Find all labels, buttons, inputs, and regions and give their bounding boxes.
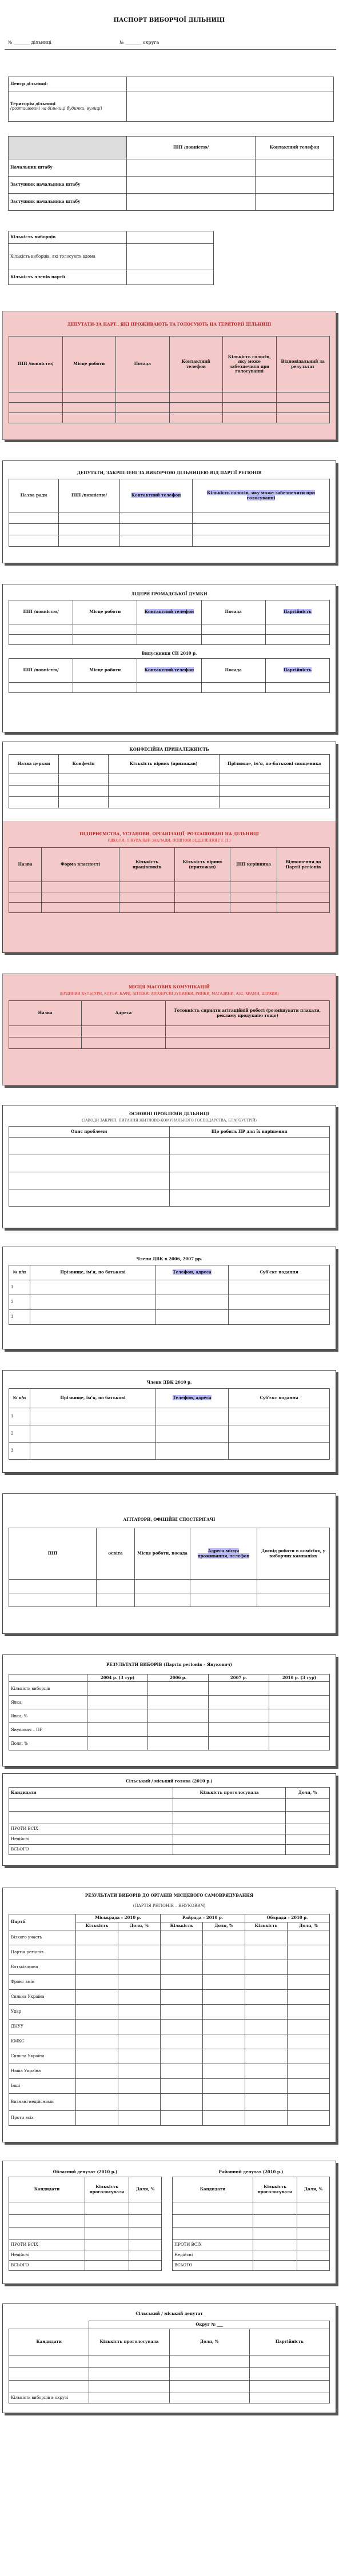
col-header: Доля, % (297, 2177, 330, 2202)
enterprises-title: ПІДПРИЄМСТВА, УСТАНОВИ, ОРГАНІЗАЦІЇ, РОЗТАШОВАНІ НА ДІЛЬНИЦІ (79, 831, 259, 836)
deputies-living-table (9, 336, 330, 423)
sub-header: Доля, % (203, 1922, 245, 1930)
col-header: Посада (201, 659, 265, 683)
col-header: Телефон, адреса (173, 1395, 212, 1401)
col-header: освіта (97, 1528, 135, 1580)
precinct-line: № _______ дільниці (8, 40, 51, 45)
mass-places-title: МІСЦЯ МАСОВИХ КОМУНІКАЦІЙ (129, 984, 210, 989)
row-label: Доля, % (9, 1737, 87, 1750)
results-title: РЕЗУЛЬТАТИ ВИБОРІВ (Партія регіонів – Янукович) (106, 1662, 232, 1667)
col-header: Контактний телефон (144, 667, 194, 673)
graduates-table (9, 658, 330, 693)
deputies-living-title: ДЕПУТАТИ-ЗА ПАРТ., ЯКІ ПРОЖИВАЮТЬ ТА ГОЛОСУЮТЬ НА ТЕРИТОРІЇ ДІЛЬНИЦІ (67, 322, 272, 327)
okrug-label: Округ № ___ (89, 2321, 330, 2329)
local-gov-card (2, 1888, 336, 2142)
leaders-card (2, 584, 336, 732)
staff-table (8, 136, 334, 211)
col-header: Кількість голосів, яку може забезпечити при голосуванні (223, 336, 277, 392)
village-head-card (2, 1773, 336, 1866)
col-header: Назва церкви (9, 755, 59, 774)
center-label: Центр дільниці: (9, 77, 127, 91)
territory-note: (розташовані на дільниці будинки, вулиці) (10, 106, 102, 111)
col-header (9, 1674, 87, 1682)
group-header: Міськрада – 2010 р. (76, 1914, 161, 1922)
oblast-title: Обласний депутат (2010 р.) (53, 2169, 118, 2174)
row-label: Янукович – ПР (9, 1723, 87, 1737)
staff-row: Начальник штабу (9, 159, 127, 177)
passport-table (8, 77, 334, 122)
raion-title: Районний депутат (2010 р.) (218, 2169, 284, 2174)
problems-table (9, 1126, 330, 1207)
party-row: Інші (9, 2079, 76, 2094)
col-header: Місце роботи (73, 659, 137, 683)
col-header: Місце роботи (62, 336, 116, 392)
col-header: Доля, % (286, 1788, 330, 1799)
col-header: Досвід роботи в комісіях, у виборчих кампаніях (257, 1528, 330, 1580)
col-header: Кандидати (173, 2177, 253, 2202)
enterprises-table (9, 847, 330, 913)
problems-card (2, 1105, 336, 1228)
passport-title: ПАСПОРТ ВИБОРЧОЇ ДІЛЬНИЦІ (113, 17, 225, 23)
col-header: Кількість вірних (прихожан) (109, 755, 220, 774)
col-header: Кількість проголосувала (85, 2177, 129, 2202)
row-label: Явка, (9, 1696, 87, 1709)
party-row: КМКС (9, 2034, 76, 2049)
local-gov-title: РЕЗУЛЬТАТИ ВИБОРІВ ДО ОРГАНІВ МІСЦЕВОГО САМОВРЯДУВАННЯ (85, 1893, 254, 1898)
col-header: Кількість працівників (119, 848, 175, 882)
members-label: Кількість членів партії (9, 270, 127, 285)
dvk2010-table (9, 1388, 330, 1460)
enterprises-subtitle: (ШКОЛИ, ЛІКУВАЛЬНІ ЗАКЛАДИ, ПОШТОВІ ВІДДІЛЕННЯ І Т. П.) (107, 839, 231, 843)
confessions-card (2, 742, 336, 953)
row-number: 3 (9, 1310, 30, 1325)
leaders-table (9, 600, 330, 645)
residing-label: Кількість виборців, які голосують вдома (9, 244, 127, 270)
col-header: Конфесія (59, 755, 109, 774)
party-row: Візкого участь (9, 1930, 76, 1945)
col-header: Посада (116, 336, 170, 392)
row-label: Кількість виборців (9, 1682, 87, 1696)
village-deputy-card (2, 2303, 336, 2413)
row-number: 1 (9, 1408, 30, 1425)
staff-row: Заступник начальника штабу (9, 194, 127, 211)
col-header: ПІП керівника (230, 848, 277, 882)
col-header: Адреса (82, 1001, 166, 1026)
col-header: Кількість голосів, яку може забезпечити при голосуванні (207, 490, 315, 500)
col-header: Доля, % (169, 2329, 249, 2355)
confessions-title: КОНФЕСІЙНА ПРИНАЛЕЖНІСТЬ (129, 747, 209, 752)
col-header: Контактний телефон (144, 609, 194, 615)
party-row: Батьківщина (9, 1960, 76, 1975)
party-row: Проти всіх (9, 2111, 76, 2126)
agitators-table (9, 1528, 330, 1607)
sub-header: Кількість (76, 1922, 118, 1930)
col-name: ПІП /повністю/ (127, 137, 256, 159)
row-label: ПРОТИ ВСІХ (9, 1824, 173, 1834)
village-head-title: Сільський / міський голова (2010 р.) (126, 1778, 213, 1784)
raion-table (172, 2177, 330, 2271)
agitators-title: АГІТАТОРИ, ОФІЦІЙНІ СПОСТЕРІГАЧІ (123, 1517, 216, 1522)
party-row: Партія регіонів (9, 1945, 76, 1960)
row-label: Кількість виборців в окрузі (9, 2393, 89, 2403)
col-header: Опис проблеми (9, 1127, 170, 1138)
col-header: № п/п (9, 1389, 30, 1408)
col-header: Готовність сприяти агітаційній роботі (розміщувати плакати, рекламу продукцію тощо) (166, 1001, 330, 1026)
col-header: 2004 р. (3 тур) (87, 1674, 148, 1682)
passport-card (2, 5, 336, 294)
sub-header: Доля, % (288, 1922, 330, 1930)
village-deputy-table (9, 2321, 330, 2403)
mass-places-table (9, 1000, 330, 1049)
party-row: ДНУУ (9, 2020, 76, 2034)
dvk2010-title: Члени ДВК 2010 р. (146, 1380, 192, 1385)
col-header: Кількість проголосувала (89, 2329, 169, 2355)
row-label: Недійсні (9, 2250, 85, 2261)
col-header: Контактний телефон (169, 336, 223, 392)
mass-places-card (2, 973, 336, 1085)
col-header: Контактний телефон (131, 492, 181, 498)
col-header: ПІП (9, 1528, 97, 1580)
party-deputies-title: ДЕПУТАТИ, ЗАКРІПЛЕНІ ЗА ВИБОРЧОЮ ДІЛЬНИЦЕЮ ВІД ПАРТІЇ РЕГІОНІВ (77, 470, 262, 475)
col-header: Кандидати (9, 2177, 85, 2202)
row-label: ВСЬОГО (9, 2261, 85, 2271)
col-header: ПІП /повністю/ (9, 336, 63, 392)
col-header: Доля, % (129, 2177, 162, 2202)
col-party: Партії (9, 1914, 76, 1930)
row-label: ПРОТИ ВСІХ (9, 2240, 85, 2250)
row-label: ВСЬОГО (9, 1845, 173, 1855)
deputies-living-card (2, 311, 336, 440)
leaders-title: ЛІДЕРИ ГРОМАДСЬКОЇ ДУМКИ (131, 591, 208, 596)
row-label: Недійсні (9, 1834, 173, 1845)
col-header: 2006 р. (148, 1674, 209, 1682)
col-header: Суб'єкт подання (229, 1389, 330, 1408)
col-header: Кандидати (9, 1788, 173, 1799)
party-deputies-card (2, 460, 336, 563)
col-header: Телефон, адреса (173, 1269, 212, 1275)
staff-row: Заступник начальника штабу (9, 177, 127, 194)
enterprises-section (3, 821, 336, 952)
col-header: Місце роботи, посада (135, 1528, 190, 1580)
col-header: Кількість проголосувала (253, 2177, 297, 2202)
col-header: № п/п (9, 1265, 30, 1280)
col-header: Форма власності (42, 848, 119, 882)
col-header: Що робить ПР для їх вирішення (169, 1127, 330, 1138)
party-row: Визнані недійсними (9, 2094, 76, 2111)
row-number: 1 (9, 1280, 30, 1295)
col-header: 2007 р. (209, 1674, 269, 1682)
group-header: Облрада – 2010 р. (245, 1914, 330, 1922)
party-row: Сильна Україна (9, 1990, 76, 2005)
col-header: Прізвище, ім'я, по батькові (30, 1389, 156, 1408)
col-header: Прізвище, ім'я, по батькові (30, 1265, 156, 1280)
col-header: ПІП /повністю/ (9, 659, 73, 683)
confessions-table (9, 754, 330, 808)
row-number: 2 (9, 1425, 30, 1443)
col-header: Назва ради (9, 479, 59, 512)
sub-header: Доля, % (118, 1922, 161, 1930)
local-gov-table (9, 1914, 330, 2126)
oblast-table (9, 2177, 162, 2271)
problems-subtitle: (ЗАВОДИ ЗАКРИТІ, ПИТАННЯ ЖИТЛОВО-КОМУНАЛЬНОГО ГОСПОДАРСТВА, БЛАГОУСТРІЙ) (82, 1119, 257, 1123)
party-row: Сильна Україна (9, 2049, 76, 2064)
local-gov-subtitle: (ПАРТІЯ РЕГІОНІВ – ЯНУКОВИЧ) (133, 1904, 206, 1908)
graduates-title: Випускники СП 2010 р. (141, 651, 197, 656)
party-deputies-table (9, 479, 330, 547)
col-header: 2010 р. (3 тур) (269, 1674, 330, 1682)
row-label: Явка, % (9, 1709, 87, 1723)
col-header: Відношення до Партії регіонів (277, 848, 330, 882)
results-table (9, 1674, 330, 1750)
col-header: Кількість проголосувала (173, 1788, 286, 1799)
col-header: Прізвище, ім'я, по-батькові священика (219, 755, 330, 774)
col-header: Суб'єкт подання (229, 1265, 330, 1280)
voters-label: Кількість виборців (9, 231, 127, 244)
party-row: Наша Україна (9, 2064, 76, 2079)
row-number: 2 (9, 1295, 30, 1310)
col-header: Адреса місця проживання, телефон (197, 1548, 250, 1559)
village-head-table (9, 1787, 330, 1855)
col-phone: Контактний телефон (256, 137, 334, 159)
voters-table (8, 231, 214, 285)
col-header: Партійність (249, 2329, 329, 2355)
row-label: ВСЬОГО (173, 2261, 253, 2271)
oblast-card (2, 2161, 336, 2284)
col-header: Назва (9, 1001, 82, 1026)
sub-header: Кількість (245, 1922, 288, 1930)
party-row: Удар (9, 2005, 76, 2020)
center-value[interactable] (127, 77, 334, 91)
sub-header: Кількість (161, 1922, 203, 1930)
village-deputy-title: Сільський / міський депутат (135, 2311, 203, 2316)
col-header: Кандидати (9, 2329, 89, 2355)
dvk2010-card (2, 1370, 336, 1473)
col-header: Кількість вірних (прихожан) (175, 848, 230, 882)
row-number: 3 (9, 1443, 30, 1460)
col-header: Місце роботи (73, 600, 137, 624)
district-line: № _______ округа (119, 40, 159, 45)
territory-value[interactable] (127, 91, 334, 122)
results-card (2, 1654, 336, 1766)
mass-places-subtitle: (БУДИНКИ КУЛЬТУРИ, КЛУБИ, КАФЕ, АПТЕКИ, АВТОБУСНІ ЗУПИНКИ, РИНКИ, МАГАЗИНИ, АЗС, ХРАМИ, ЦЕРКВИ) (59, 992, 279, 996)
col-header: ПІП /повністю/ (9, 600, 73, 624)
col-header: Партійність (283, 667, 312, 673)
row-label: ПРОТИ ВСІХ (173, 2240, 253, 2250)
group-header: Райрада – 2010 р. (161, 1914, 245, 1922)
dvk2006-title: Члени ДВК в 2006, 2007 рр. (136, 1256, 202, 1261)
col-header: Посада (201, 600, 265, 624)
col-header: Відповідальний за результат (276, 336, 330, 392)
territory-label: Територія дільниці (10, 101, 56, 106)
party-row: Фронт змін (9, 1975, 76, 1990)
col-header: Назва (9, 848, 42, 882)
col-header: ПІП /повністю/ (59, 479, 120, 512)
row-label: Недійсні (173, 2250, 253, 2261)
agitators-card (2, 1493, 336, 1634)
col-header: Партійність (283, 609, 312, 615)
dvk2006-card (2, 1247, 336, 1349)
dvk2006-table (9, 1265, 330, 1325)
problems-title: ОСНОВНІ ПРОБЛЕМИ ДІЛЬНИЦІ (129, 1111, 209, 1116)
